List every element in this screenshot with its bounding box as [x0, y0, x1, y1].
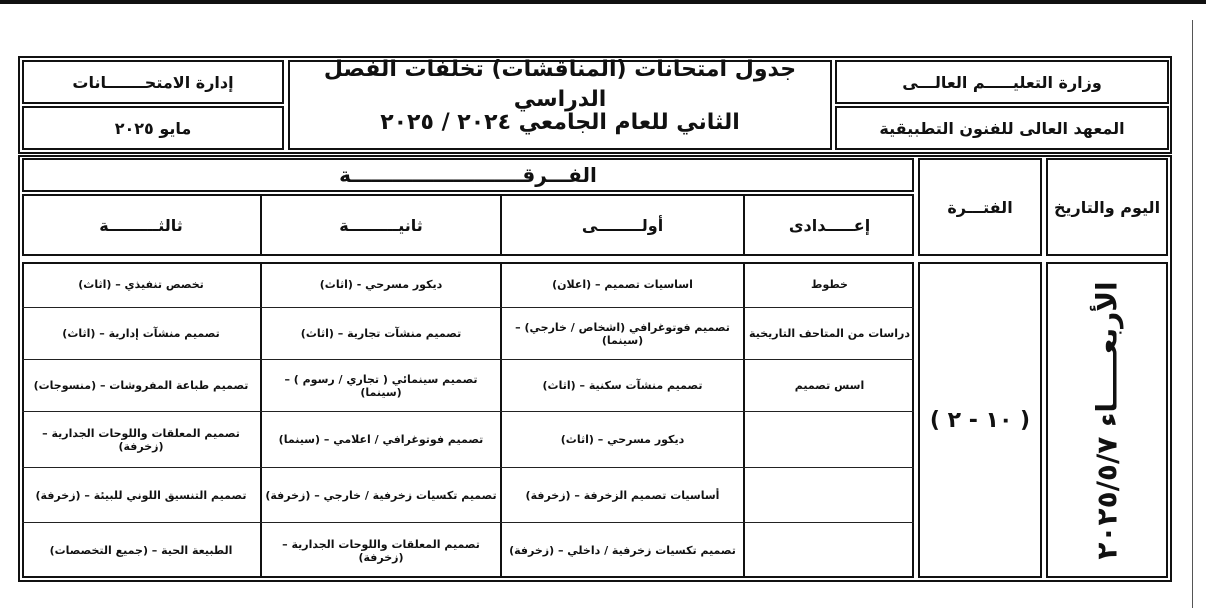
- period-column-header: الفتـــرة: [947, 197, 1013, 217]
- ministry-name: وزارة التعليـــــم العالـــى: [902, 72, 1102, 92]
- subject-second-row3: تصميم سينمائي ( تجاري / رسوم ) – (سينما): [284, 372, 478, 399]
- subject-third-row4: تصميم المعلقات واللوحات الجدارية – (زخرفة): [42, 426, 240, 453]
- subject-third-row3: تصميم طباعة المفروشات – (منسوجات): [33, 379, 249, 392]
- subject-third-row2: تصميم منشآت إدارية – (اثاث): [62, 327, 220, 340]
- subject-second-row1: ديكور مسرحي - (اثاث): [319, 278, 443, 291]
- subject-second-row6: تصميم المعلقات واللوحات الجدارية – (زخرفة): [282, 537, 480, 564]
- subject-first-row6: تصميم تكسيات زخرفية / داخلي – (زخرفة): [509, 544, 736, 557]
- subject-second-row5: تصميم تكسيات زخرفية / خارجي – (زخرفة): [265, 488, 497, 502]
- subject-prep-row5: [745, 468, 914, 522]
- subject-third-row1: تخصص تنفيذي – (اثاث): [78, 278, 204, 291]
- subject-second-row4: تصميم فوتوغرافي / اعلامي – (سينما): [278, 433, 484, 446]
- day-column-header: اليوم والتاريخ: [1053, 197, 1161, 217]
- group-column-header: الفـــرقـــــــــــــــــــــــــة: [339, 163, 597, 187]
- subject-prep-row2: دراسات من المتاحف التاريخية: [749, 327, 910, 340]
- subject-first-row3: تصميم منشآت سكنية – (اثاث): [542, 379, 703, 392]
- page-edge-line: [1192, 20, 1193, 608]
- year-header-second: ثانيـــــــــة: [339, 215, 423, 235]
- exam-day-date: الأربعـــــاء ٢٠٢٥/٥/٧: [1090, 281, 1124, 560]
- exam-month: مايو ٢٠٢٥: [114, 118, 192, 138]
- subject-second-row2: تصميم منشآت تجارية – (اثاث): [300, 327, 462, 340]
- subject-third-row5: تصميم التنسيق اللوني للبيئة – (زخرفة): [35, 488, 247, 502]
- subject-prep-row3: اسس تصميم: [794, 379, 865, 392]
- year-header-first: أولــــــــى: [581, 215, 664, 235]
- subject-first-row5: أساسيات تصميم الزخرفة – (زخرفة): [525, 488, 720, 502]
- year-header-third: ثالثـــــــــة: [99, 215, 183, 235]
- page-title-line2: الثاني للعام الجامعي ٢٠٢٤ / ٢٠٢٥: [380, 110, 740, 135]
- department-name: إدارة الامتحـــــــانات: [72, 72, 234, 92]
- institute-name: المعهد العالى للفنون التطبيقية: [879, 118, 1125, 138]
- subject-prep-row6: [745, 523, 914, 578]
- top-border-line: [0, 0, 1206, 4]
- page-title-line1: جدول امتحانات (المناقشات) تخلفات الفصل الدراسي: [323, 57, 797, 112]
- subject-third-row6: الطبيعة الحية – (جميع التخصصات): [49, 544, 233, 557]
- subject-first-row4: ديكور مسرحي – (اثاث): [560, 433, 685, 446]
- subject-prep-row1: خطوط: [811, 278, 848, 291]
- subject-prep-row4: [745, 412, 914, 467]
- subject-first-row1: اساسيات تصميم – (اعلان): [552, 278, 693, 291]
- year-header-prep: إعـــــدادى: [788, 215, 871, 235]
- exam-period: ( ١٠ - ٢ ): [929, 407, 1031, 433]
- subject-first-row2: تصميم فوتوغرافي (اشخاص / خارجي) – (سينما): [515, 320, 730, 347]
